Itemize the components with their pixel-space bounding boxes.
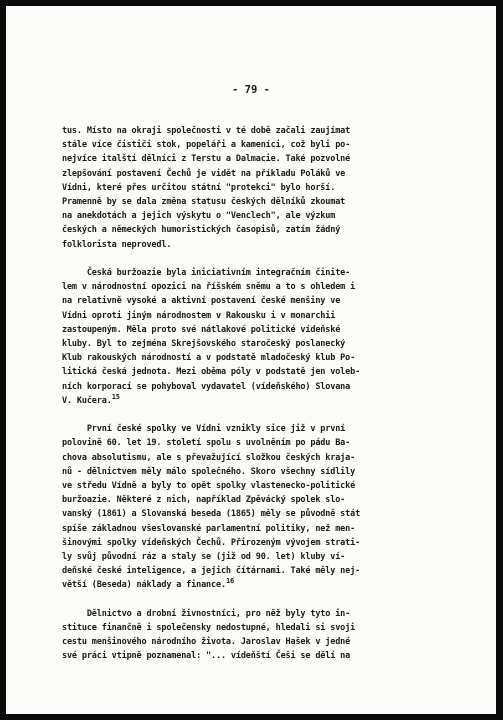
text-line: šinovými spolky vídeňských Čechů. Přirozeným vývojem strati- (62, 537, 361, 548)
text-line: kluby. Byl to zejména Skrejšovského staročeský poslanecký (62, 339, 346, 350)
text-line: na relativně vysoké a aktivní postavení české menšiny ve (62, 296, 341, 307)
text-line: vanský (1861) a Slovanská beseda (1865) měly se původně stát (62, 509, 361, 520)
text-line: nejvíce italští dělníci z Terstu a Dalmacie. Také pozvolné (62, 154, 351, 165)
page-number: - 79 - (232, 84, 270, 96)
text-line: spíše základnou všeslovanské parlamentní politiky, než men- (62, 523, 356, 534)
text-line: Klub rakouských národností a v podstatě mladočeský klub Po- (62, 353, 356, 364)
text-line: První české spolky ve Vídni vznikly sice již v první (62, 424, 346, 435)
text-line: Vídni, které přes určitou státní "protekci" bylo horší. (62, 182, 336, 193)
text-line: cestu menšinového národního života. Jaroslav Hašek v jedné (62, 637, 351, 648)
text-line: chova absolutismu, ale s převažující složkou českých kraja- (62, 452, 356, 463)
text-line: ly svůj původní ráz a staly se (již od 90. let) kluby ví- (62, 552, 346, 563)
text-line: zastoupeným. Měla proto své nátlakové politické vídeňské (62, 324, 341, 335)
footnote-marker: 15 (111, 392, 120, 401)
text-line: Pramenně by se dala změna statusu českých dělníků zkoumat (62, 197, 346, 208)
footnote-marker: 16 (225, 577, 235, 586)
text-line: stále více čističi stok, popeláři a kameníci, což byli po- (62, 140, 351, 151)
paragraph (62, 124, 482, 252)
text-line: folklorista neprovedl. (62, 239, 172, 250)
text-line: tus. Místo na okraji společnosti v té době začali zaujímat (62, 126, 351, 136)
document-page (6, 6, 496, 714)
paragraph (62, 266, 482, 408)
body-text (62, 124, 482, 678)
paragraph (62, 607, 482, 664)
text-line: větší (Beseda) náklady a finance.$^{16}$ (62, 577, 235, 591)
text-line: Česká buržoazie byla iniciativním integračním činite- (62, 268, 351, 279)
text-line: zlepšování postavení Čechů je vidět na příkladu Poláků ve (62, 168, 346, 179)
text-line: deňské české inteligence, a jejich čítárnami. Také měly nej- (62, 566, 361, 577)
paragraph (62, 422, 482, 592)
text-line: stituce finančně i společensky nedostupné, hledali si svoji (62, 623, 356, 634)
text-line: polovině 60. let 19. století spolu s uvolněním po pádu Ba- (62, 438, 351, 449)
text-line: českých a německých humoristických časopisů, zatím žádný (62, 225, 341, 236)
text-line: Vídni oproti jiným národnostem v Rakousku i v monarchii (62, 310, 336, 321)
text-line: buržoazie. Některé z nich, například Zpěvácký spolek slo- (62, 495, 346, 506)
text-line: své práci vtipně poznamenal: "... vídeňští Češi se dělí na (62, 651, 351, 662)
text-line: ních korporací se pohyboval vydavatel (vídeňského) Slovana (62, 381, 351, 392)
text-line: litická česká jednota. Mezi oběma póly v podstatě jen voleb- (62, 367, 361, 378)
text-line: ve středu Vídně a byly to opět spolky vlastenecko-politické (62, 481, 356, 492)
text-line: nů - dělnictvem měly málo společného. Skoro všechny sídlily (62, 466, 356, 477)
text-line: V. Kučera.$^{15}$ (62, 392, 120, 406)
text-line: na anekdotách a jejich výskytu o "Venclech", ale výzkum (62, 211, 336, 222)
text-line: Dělnictvo a drobní živnostníci, pro něž byly tyto in- (62, 608, 351, 619)
text-line: lem v národnostní opozici na říšském sněmu a to s ohledem i (62, 282, 356, 293)
